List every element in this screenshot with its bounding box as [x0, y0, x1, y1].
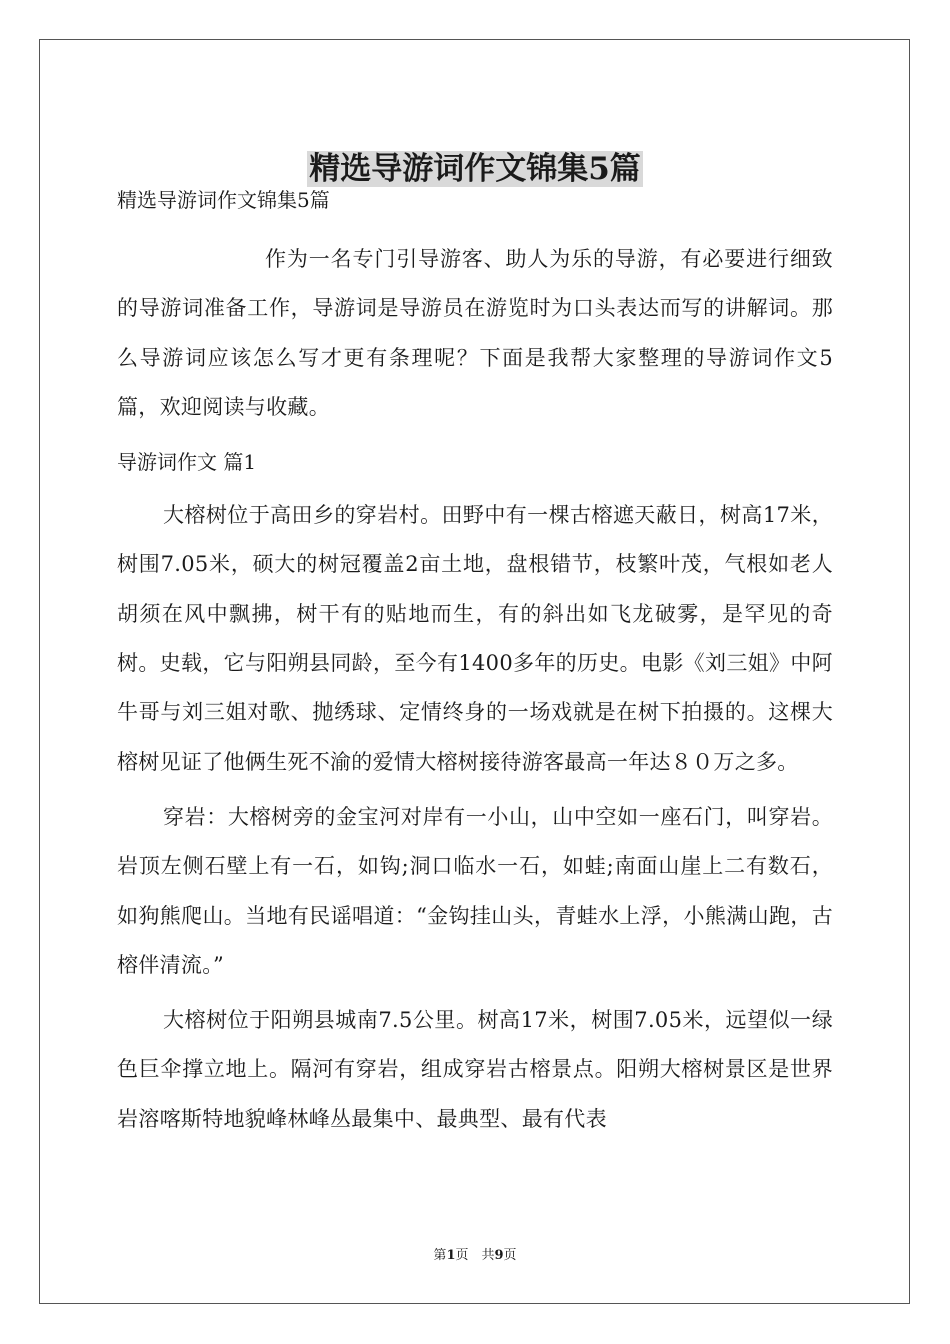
total-pages-number: 9: [494, 1248, 504, 1263]
document-title-text: 精选导游词作文锦集5篇: [309, 150, 641, 187]
footer-mid: 页 共: [455, 1248, 495, 1263]
document-subtitle: 精选导游词作文锦集5篇: [117, 188, 330, 212]
body-paragraph: 大榕树位于阳朔县城南7.5公里。树高17米，树围7.05米，远望似一绿色巨伞撑立地上。隔河有穿岩，组成穿岩古榕景点。阳朔大榕树景区是世界岩溶喀斯特地貌峰林峰丛最集中、最典型、最有代表: [117, 1008, 833, 1131]
section-heading: 导游词作文 篇1: [117, 450, 257, 475]
document-body: [117, 180, 833, 1144]
body-paragraph: 大榕树位于高田乡的穿岩村。田野中有一棵古榕遮天蔽日，树高17米，树围7.05米，硕大的树冠覆盖2亩土地，盘根错节，枝繁叶茂，气根如老人胡须在风中飘拂，树干有的贴地而生，有的斜出如飞龙破雾，是罕见的奇树。史载，它与阳朔县同龄，至今有1400多年的历史。电影《刘三姐》中阿牛哥与刘三姐对歌、抛绣球、定情终身的一场戏就是在树下拍摄的。这棵大榕树见证了他俩生死不渝的爱情大榕树接待游客最高一年达８０万之多。: [117, 503, 833, 774]
footer-prefix: 第: [433, 1248, 447, 1263]
footer-suffix: 页: [503, 1248, 517, 1263]
current-page-number: 1: [446, 1248, 456, 1263]
page-footer: [0, 1246, 950, 1266]
body-paragraph: 穿岩：大榕树旁的金宝河对岸有一小山，山中空如一座石门，叫穿岩。岩顶左侧石壁上有一石，如钩;洞口临水一石，如蛙;南面山崖上二有数石，如狗熊爬山。当地有民谣唱道：“金钩挂山头，青蛙水上浮，小熊满山跑，古榕伴清流。”: [117, 804, 833, 977]
intro-paragraph: 作为一名专门引导游客、助人为乐的导游，有必要进行细致的导游词准备工作，导游词是导游员在游览时为口头表达而写的讲解词。那么导游词应该怎么写才更有条理呢？下面是我帮大家整理的导游词作文5篇，欢迎阅读与收藏。: [117, 247, 833, 419]
